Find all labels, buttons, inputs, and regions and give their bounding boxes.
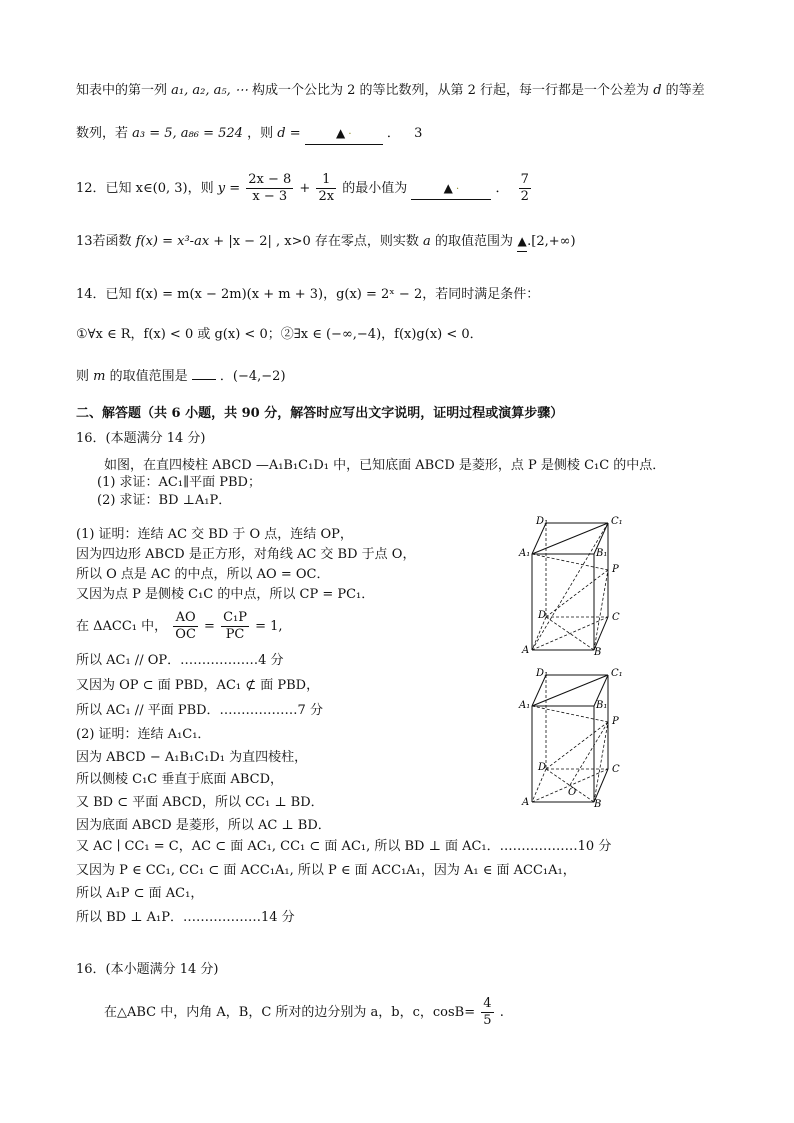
fraction — [173, 610, 198, 643]
label-A: A — [522, 797, 530, 808]
denominator: 5 — [483, 1013, 492, 1028]
triangle-icon: ▲ — [335, 126, 346, 140]
text: 13若函数 — [76, 234, 132, 249]
text: 在 ΔACC₁ 中， — [76, 619, 168, 634]
solution-line: 所以 AC₁ // OP．………………4 分 — [76, 653, 284, 668]
dot: · — [452, 184, 460, 195]
solution-line: 所以 BD ⊥ A₁P．………………14 分 — [76, 910, 295, 925]
text: 则 — [76, 369, 90, 384]
label-D: D — [538, 610, 547, 621]
numerator: 1 — [316, 172, 336, 189]
variable-m: m — [93, 369, 106, 384]
fraction-1 — [246, 172, 293, 205]
answer-blank — [411, 179, 491, 200]
solution-line: 所以 A₁P ⊂ 面 AC₁， — [76, 886, 204, 901]
label-C1: C₁ — [611, 668, 623, 679]
text: = — [204, 619, 215, 634]
text: ． — [386, 126, 400, 141]
prism-figure-2 — [516, 664, 632, 808]
label-A1: A₁ — [519, 700, 531, 711]
solution-line: 又 BD ⊂ 平面 ABCD，所以 CC₁ ⊥ BD． — [76, 795, 324, 810]
problem16b-title: 16．(本小题满分 14 分) — [76, 962, 219, 977]
solution-line: 所以 AC₁ // 平面 PBD．………………7 分 — [76, 703, 323, 718]
problem13 — [76, 232, 576, 252]
denominator: OC — [175, 627, 196, 642]
solution-line: 因为四边形 ABCD 是正方形，对角线 AC 交 BD 于点 O， — [76, 547, 416, 562]
text: 的等差 — [665, 83, 705, 98]
text: , x>0 存在零点，则实数 — [276, 234, 419, 249]
problem14-line2: ①∀x ∈ R，f(x) < 0 或 g(x) < 0；②∃x ∈ (−∞,−4)，f(x)g(x) < 0． — [76, 327, 483, 342]
label-B: B — [594, 799, 602, 808]
label-B: B — [594, 647, 602, 656]
text: 的取值范围为 — [434, 234, 513, 249]
triangle-icon: ▲ — [517, 234, 527, 248]
answer-blank — [192, 379, 216, 380]
variable-a: a — [423, 234, 431, 249]
section-heading: 二、解答题（共 6 小题，共 90 分，解答时应写出文字说明，证明过程或演算步骤） — [76, 406, 564, 421]
text: = 1, — [255, 619, 283, 634]
problem11-line1 — [76, 82, 705, 100]
plus: + — [299, 181, 311, 196]
problem16-q1: (1) 求证：AC₁∥平面 PBD； — [97, 475, 261, 490]
label-B1: B₁ — [596, 700, 608, 711]
answer-blank — [517, 232, 527, 252]
function: f(x) = x³-ax + — [135, 234, 225, 249]
solution-line: 所以侧棱 C₁C 垂直于底面 ABCD， — [76, 772, 284, 787]
text: 知表中的第一列 — [76, 83, 168, 98]
solution-line: 又因为 OP ⊂ 面 PBD，AC₁ ⊄ 面 PBD， — [76, 678, 320, 693]
text: 的取值范围是 — [109, 369, 188, 384]
numerator: 4 — [483, 996, 492, 1011]
denominator: 2 — [520, 189, 529, 204]
numerator: 7 — [520, 172, 529, 187]
condition: a₃ = 5, a₈₆ = 524 — [132, 126, 243, 141]
problem14-line3 — [76, 368, 286, 386]
answer: ．(−4,−2) — [219, 369, 286, 384]
text: ． — [495, 181, 509, 196]
label-D1: D₁ — [536, 516, 549, 527]
label-O: O — [568, 787, 577, 798]
numerator: 2x − 8 — [248, 172, 292, 187]
problem14-line1: 14．已知 f(x) = m(x − 2m)(x + m + 3)，g(x) = 2ˣ − 2，若同时满足条件： — [76, 287, 540, 302]
text: 在△ABC 中，内角 A，B，C 所对的边分别为 a，b，c，cosB= — [104, 1005, 476, 1020]
denominator: PC — [225, 627, 245, 642]
variable-d: d — [653, 83, 662, 98]
problem16b-stem — [104, 996, 504, 1029]
label-A: A — [522, 645, 530, 656]
numerator: C₁P — [223, 610, 247, 625]
answer-blank — [305, 124, 383, 145]
text: = — [289, 126, 301, 141]
sequence: a₁, a₂, a₅, ⋯ — [171, 83, 248, 98]
label-D: D — [538, 762, 547, 773]
label-P: P — [612, 564, 619, 575]
label-D1: D₁ — [536, 668, 549, 679]
denominator: x − 3 — [252, 189, 288, 204]
solution-line: 所以 O 点是 AC 的中点，所以 AO = OC． — [76, 567, 330, 582]
label-C1: C₁ — [611, 516, 623, 527]
fraction-2 — [316, 172, 336, 205]
text: ，则 — [247, 126, 274, 141]
triangle-icon: ▲ — [443, 181, 453, 195]
answer: 3 — [414, 126, 423, 141]
numerator: AO — [173, 610, 198, 627]
label-B1: B₁ — [596, 548, 608, 559]
solution-line: 又因为 P ∈ CC₁, CC₁ ⊂ 面 ACC₁A₁, 所以 P ∈ 面 ACC₁A₁，因为 A₁ ∈ 面 ACC₁A₁， — [76, 863, 576, 878]
text: 12．已知 x∈(0, 3)，则 — [76, 181, 214, 196]
label-C: C — [612, 764, 620, 775]
text: 数列，若 — [76, 126, 129, 141]
cos-fraction — [481, 996, 493, 1029]
solution-line: 因为底面 ABCD 是菱形，所以 AC ⊥ BD． — [76, 818, 331, 833]
solution-line: 又因为点 P 是侧棱 C₁C 的中点，所以 CP = PC₁． — [76, 587, 375, 602]
text: 的最小值为 — [342, 181, 408, 196]
solution-line: (1) 证明：连结 AC 交 BD 于 O 点，连结 OP， — [76, 527, 353, 542]
denominator: 2x — [318, 189, 335, 204]
variable-d: d — [277, 126, 286, 141]
problem12 — [76, 172, 533, 205]
label-P: P — [612, 716, 619, 727]
solution-line — [76, 610, 283, 643]
problem11-line2 — [76, 124, 422, 145]
fraction — [221, 610, 249, 643]
label-A1: A₁ — [519, 548, 531, 559]
prism-figure-1 — [516, 512, 632, 656]
answer: .[2,+∞) — [527, 234, 576, 249]
solution-line: (2) 证明：连结 A₁C₁． — [76, 727, 211, 742]
answer — [519, 172, 531, 205]
absolute-value: |x − 2| — [228, 234, 272, 249]
solution-line: 因为 ABCD − A₁B₁C₁D₁ 为直四棱柱， — [76, 750, 308, 765]
solution-line: 又 AC ∣ CC₁ = C，AC ⊂ 面 AC₁, CC₁ ⊂ 面 AC₁, 所以 BD ⊥ 面 AC₁．………………10 分 — [76, 839, 612, 854]
text: 构成一个公比为 2 的等比数列，从第 2 行起，每一行都是一个公差为 — [251, 83, 650, 98]
problem16-stem: 如图，在直四棱柱 ABCD —A₁B₁C₁D₁ 中，已知底面 ABCD 是菱形，点 P 是侧棱 C₁C 的中点． — [104, 458, 666, 473]
text: . — [499, 1005, 504, 1020]
label-C: C — [612, 612, 620, 623]
problem16-q2: (2) 求证：BD ⊥A₁P． — [97, 493, 232, 508]
problem16-title: 16．(本题满分 14 分) — [76, 431, 206, 446]
dot: · — [345, 129, 352, 140]
y-equals: y = — [217, 181, 241, 196]
